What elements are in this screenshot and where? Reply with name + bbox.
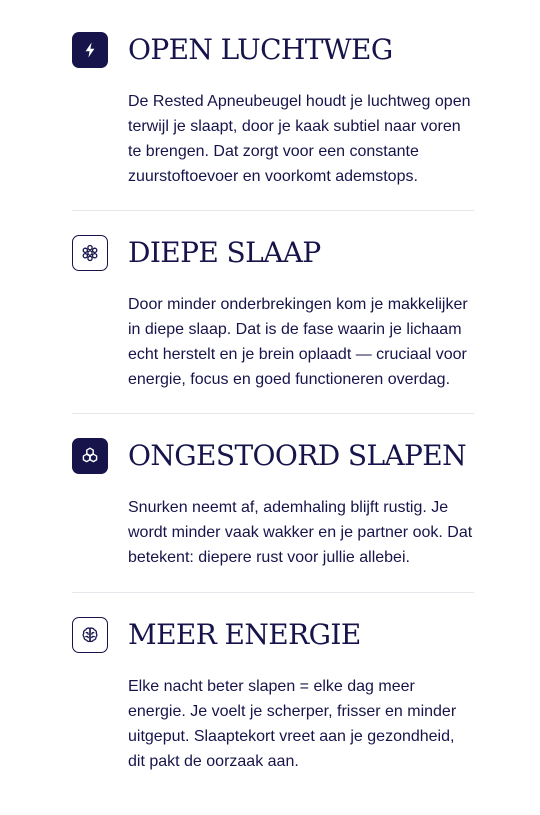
feature-open-airway: [72, 32, 474, 210]
feature-list: [72, 32, 474, 793]
feature-title: DIEPE SLAAP: [128, 236, 321, 269]
feature-title: ONGESTOORD SLAPEN: [128, 439, 467, 472]
flower-icon: [72, 235, 108, 271]
hexagons-icon: [72, 438, 108, 474]
feature-title: MEER ENERGIE: [128, 618, 361, 651]
feature-undisturbed-sleep: [72, 413, 474, 592]
feature-deep-sleep: [72, 210, 474, 413]
feature-description: De Rested Apneubeugel houdt je luchtweg open terwijl je slaapt, door je kaak subtiel naar voren te brengen. Dat zorgt voor een constante zuurstoftoevoer en voorkomt ademstops.: [128, 93, 471, 185]
feature-description: Door minder onderbrekingen kom je makkelijker in diepe slaap. Dat is de fase waarin je lichaam echt herstelt en je brein oplaadt — cruciaal voor energie, focus en goed functioneren overdag.: [128, 296, 468, 388]
brain-icon: [72, 617, 108, 653]
lightning-icon: [72, 32, 108, 68]
feature-title: OPEN LUCHTWEG: [128, 33, 393, 66]
feature-description: Snurken neemt af, ademhaling blijft rustig. Je wordt minder vaak wakker en je partner ook. Dat betekent: diepere rust voor jullie allebei.: [128, 499, 473, 566]
feature-description: Elke nacht beter slapen = elke dag meer energie. Je voelt je scherper, frisser en minder uitgeput. Slaaptekort vreet aan je gezondheid, dit pakt de oorzaak aan.: [128, 678, 457, 770]
feature-more-energy: [72, 592, 474, 793]
